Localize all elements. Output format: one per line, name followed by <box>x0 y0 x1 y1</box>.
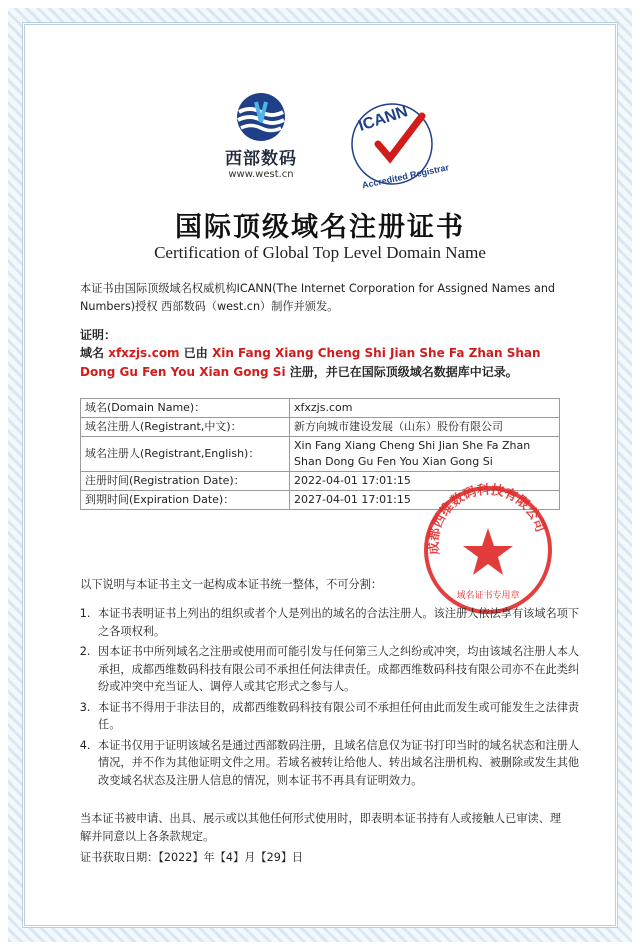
certify-suffix: 注册，并已在国际顶级域名数据库中记录。 <box>289 365 518 379</box>
seal-bottom-text: 域名证书专用章 <box>456 591 520 601</box>
table-key: 域名(Domain Name)： <box>81 399 290 418</box>
table-key: 注册时间(Registration Date)： <box>81 472 290 491</box>
icann-text: ICANN <box>356 103 410 135</box>
certify-label: 证明： <box>80 328 117 342</box>
intro-text: 本证书由国际顶级域名权威机构ICANN(The Internet Corporation for Assigned Names and Numbers)授权 西部数码（west.cn）制作并颁发。 <box>80 282 556 313</box>
certify-by: 已由 <box>183 346 208 360</box>
certify-domain: xfxzjs.com <box>108 346 180 360</box>
table-value: 新方向城市建设发展（山东）股份有限公司 <box>290 418 560 437</box>
list-item: 4. 本证书仅用于证明该域名是通过西部数码注册，且域名信息仅为证书打印当时的域名状态和注册人情况，并不作为其他证明文件之用。若域名被转让给他人、转出域名注册机构、被删除或发生其他改变域名状态及注册人信息的情况，则本证书不再具有证明效力。 <box>94 737 584 790</box>
title-chinese: 国际顶级域名注册证书 <box>175 212 465 243</box>
icann-subtitle: Accredited Registrar <box>361 162 450 191</box>
certify-statement <box>80 344 570 382</box>
certify-registrant: Xin Fang Xiang Cheng Shi Jian She Fa Zhan Shan Dong Gu Fen You Xian Gong Si <box>80 346 541 379</box>
table-key: 到期时间(Expiration Date)： <box>81 491 290 510</box>
list-item: 3. 本证书不得用于非法目的，成都西维数码科技有限公司不承担任何由此而发生或可能发生之法律责任。 <box>94 699 584 734</box>
notes-list <box>74 605 584 792</box>
issue-date: 证书获取日期：【2022】年【4】月【29】日 <box>80 851 304 864</box>
company-seal <box>418 480 558 620</box>
table-key: 域名注册人(Registrant,中文)： <box>81 418 290 437</box>
notes-heading: 以下说明与本证书主文一起构成本证书统一整体，不可分割： <box>80 578 383 591</box>
table-value: xfxzjs.com <box>290 399 560 418</box>
table-value: 2027-04-01 17:01:15 <box>290 491 560 510</box>
west-brand-name: 西部数码 <box>225 149 297 169</box>
certify-prefix: 域名 <box>80 346 105 360</box>
west-globe-icon <box>232 92 290 142</box>
icann-logo <box>340 92 450 192</box>
table-row <box>81 418 560 437</box>
west-logo <box>222 92 300 180</box>
table-row <box>81 399 560 418</box>
west-url: www.west.cn <box>228 169 294 180</box>
closing-text: 当本证书被申请、出具、展示或以其他任何形式使用时，即表明本证书持有人或接触人已审读、理解并同意以上各条款规定。 <box>80 812 562 843</box>
seal-company-text: 成都西维数码科技有限公司 <box>426 482 548 556</box>
table-value: 2022-04-01 17:01:15 <box>290 472 560 491</box>
list-item: 1. 本证书表明证书上列出的组织或者个人是列出的域名的合法注册人。该注册人依法享有该域名项下之各项权利。 <box>94 605 584 640</box>
table-row <box>81 437 560 472</box>
list-item: 2. 因本证书中所列域名之注册或使用而可能引发与任何第三人之纠纷或冲突，均由该域名注册人本人承担，成都西维数码科技有限公司不承担任何法律责任。成都西维数码科技有限公司亦不在此类纠纷或冲突中充当证人、调停人或其它形式之参与人。 <box>94 643 584 696</box>
table-key: 域名注册人(Registrant,English)： <box>81 437 290 472</box>
table-value: Xin Fang Xiang Cheng Shi Jian She Fa Zhan Shan Dong Gu Fen You Xian Gong Si <box>290 437 560 472</box>
seal-star-icon <box>463 528 513 575</box>
title-english: Certification of Global Top Level Domain Name <box>154 243 486 262</box>
